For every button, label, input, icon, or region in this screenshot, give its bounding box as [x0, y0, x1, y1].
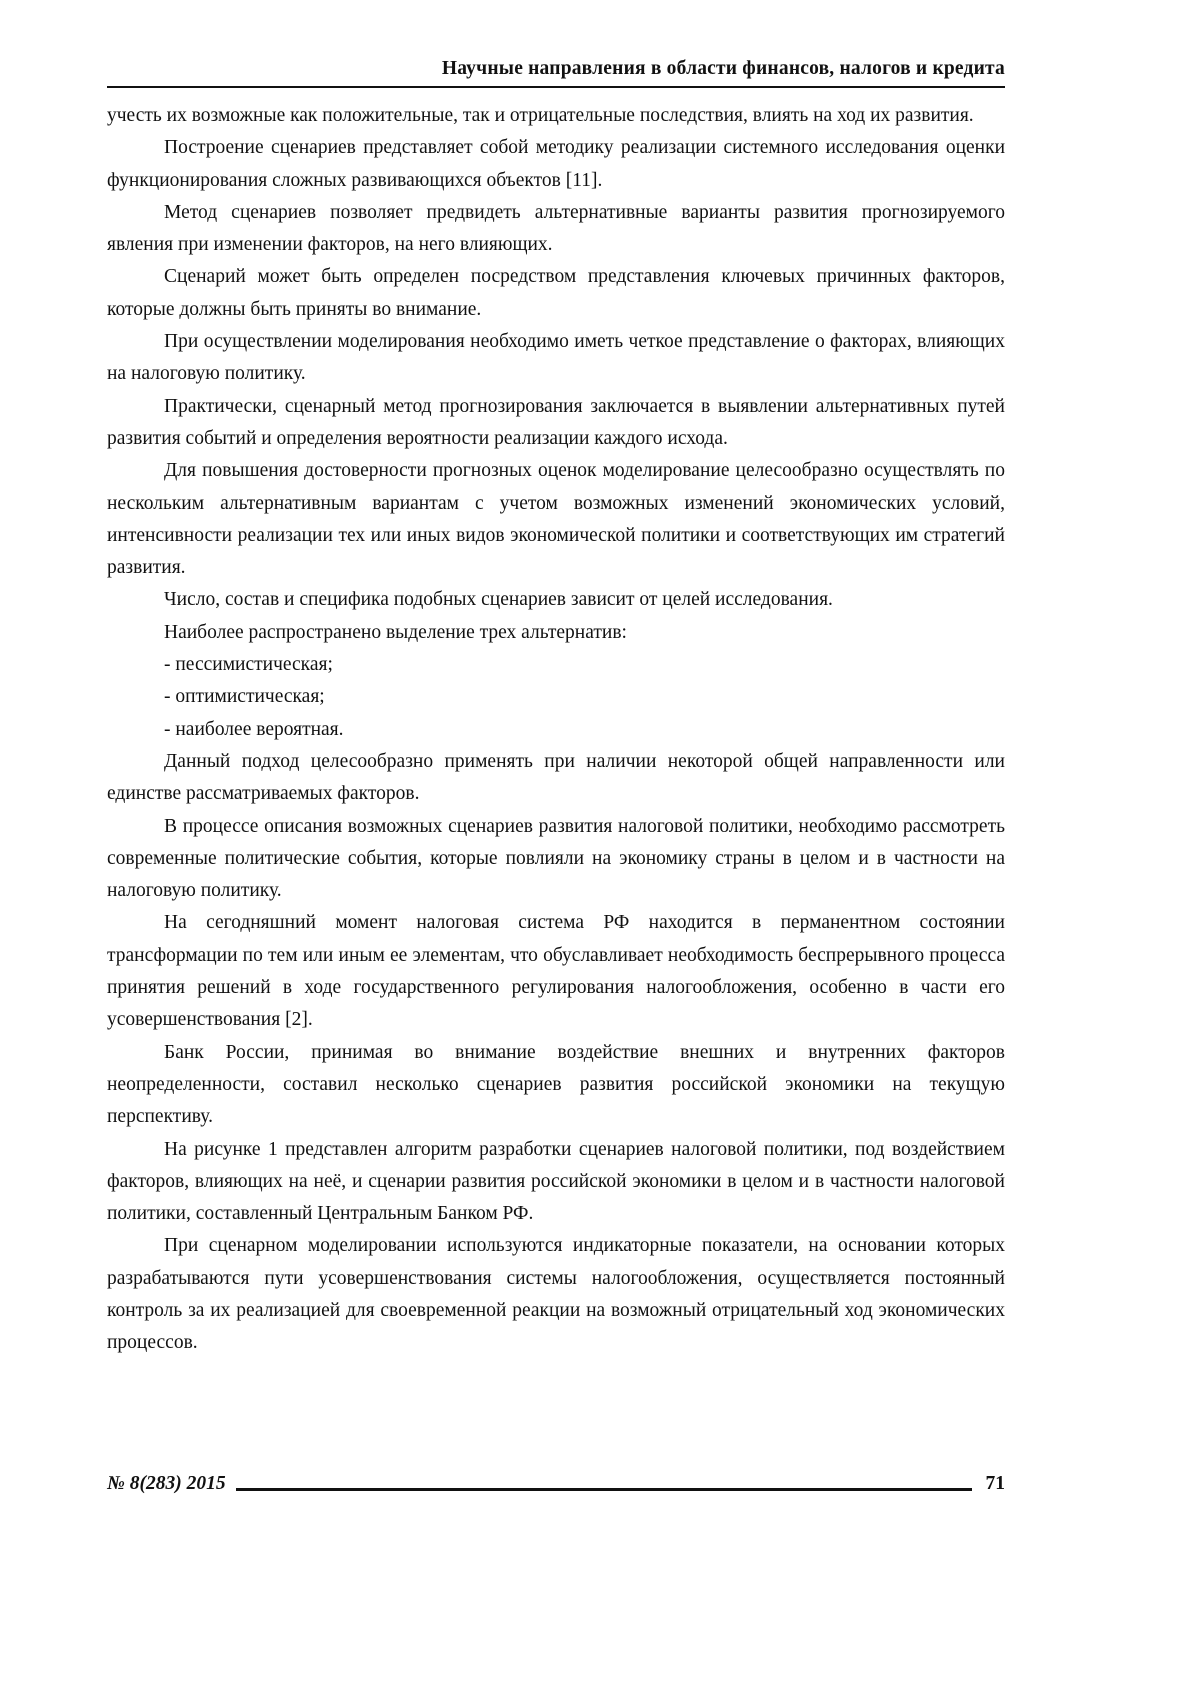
journal-issue: № 8(283) 2015: [107, 1473, 226, 1494]
paragraph: учесть их возможные как положительные, так и отрицательные последствия, влиять на ход их развития.: [107, 105, 974, 126]
page-header: [107, 58, 1005, 88]
page-body: [107, 100, 1005, 1360]
page-footer: [107, 1473, 1005, 1495]
list-item-most-likely: - наиболее вероятная.: [164, 718, 344, 740]
paragraph: При сценарном моделировании используются индикаторные показатели, на основании которых разрабатываются пути усовершенствования системы налогообложения, осуществляется постоянный контроль за их реализацией для своевременной реакции на возможный отрицательный ход экономических процессов.: [107, 1235, 1005, 1354]
paragraph: Построение сценариев представляет собой методику реализации системного исследования оценки функционирования сложных развивающихся объектов [11].: [107, 137, 1005, 191]
paragraph: Для повышения достоверности прогнозных оценок моделирование целесообразно осуществлять по нескольким альтернативным вариантам с учетом возможных изменений экономических условий, интенсивности реализации тех или иных видов экономической политики и соответствующих им стратегий развития.: [107, 460, 1005, 579]
header-rule: [107, 86, 1005, 88]
paragraph: Число, состав и специфика подобных сценариев зависит от целей исследования.: [164, 589, 833, 611]
paragraph: Наиболее распространено выделение трех альтернатив:: [164, 621, 627, 643]
footer-rule: [236, 1488, 972, 1491]
list-item-optimistic: - оптимистическая;: [164, 686, 325, 708]
paragraph: В процессе описания возможных сценариев развития налоговой политики, необходимо рассмотреть современные политические события, которые повлияли на экономику страны в целом и в частности на налоговую политику.: [107, 815, 1005, 902]
paragraph: Данный подход целесообразно применять при наличии некоторой общей направленности или единстве рассматриваемых факторов.: [107, 750, 1005, 805]
paragraph: На рисунке 1 представлен алгоритм разработки сценариев налоговой политики, под воздействием факторов, влияющих на неё, и сценарии развития российской экономики в целом и в частности налоговой политики, составленный Центральным Банком РФ.: [107, 1138, 1005, 1225]
paragraph: При осуществлении моделирования необходимо иметь четкое представление о факторах, влияющих на налоговую политику.: [107, 331, 1005, 385]
paragraph: Сценарий может быть определен посредством представления ключевых причинных факторов, которые должны быть приняты во внимание.: [107, 266, 1005, 320]
paragraph: Метод сценариев позволяет предвидеть альтернативные варианты развития прогнозируемого явления при изменении факторов, на него влияющих.: [107, 201, 1005, 256]
paragraph: На сегодняшний момент налоговая система РФ находится в перманентном состоянии трансформации по тем или иным ее элементам, что обуславливает необходимость беспрерывного процесса принятия решений в ходе государственного регулирования налогообложения, особенно в части его усовершенствования [2].: [107, 912, 1005, 1031]
page-number: 71: [985, 1473, 1005, 1494]
paragraph: Банк России, принимая во внимание воздействие внешних и внутренних факторов неопределенности, составил несколько сценариев развития российской экономики на текущую перспективу.: [107, 1041, 1005, 1128]
list-item-pessimistic: - пессимистическая;: [164, 654, 333, 676]
paragraph: Практически, сценарный метод прогнозирования заключается в выявлении альтернативных путей развития событий и определения вероятности реализации каждого исхода.: [107, 395, 1005, 449]
page-content: [107, 58, 1005, 1360]
running-head: Научные направления в области финансов, налогов и кредита: [441, 58, 1005, 79]
